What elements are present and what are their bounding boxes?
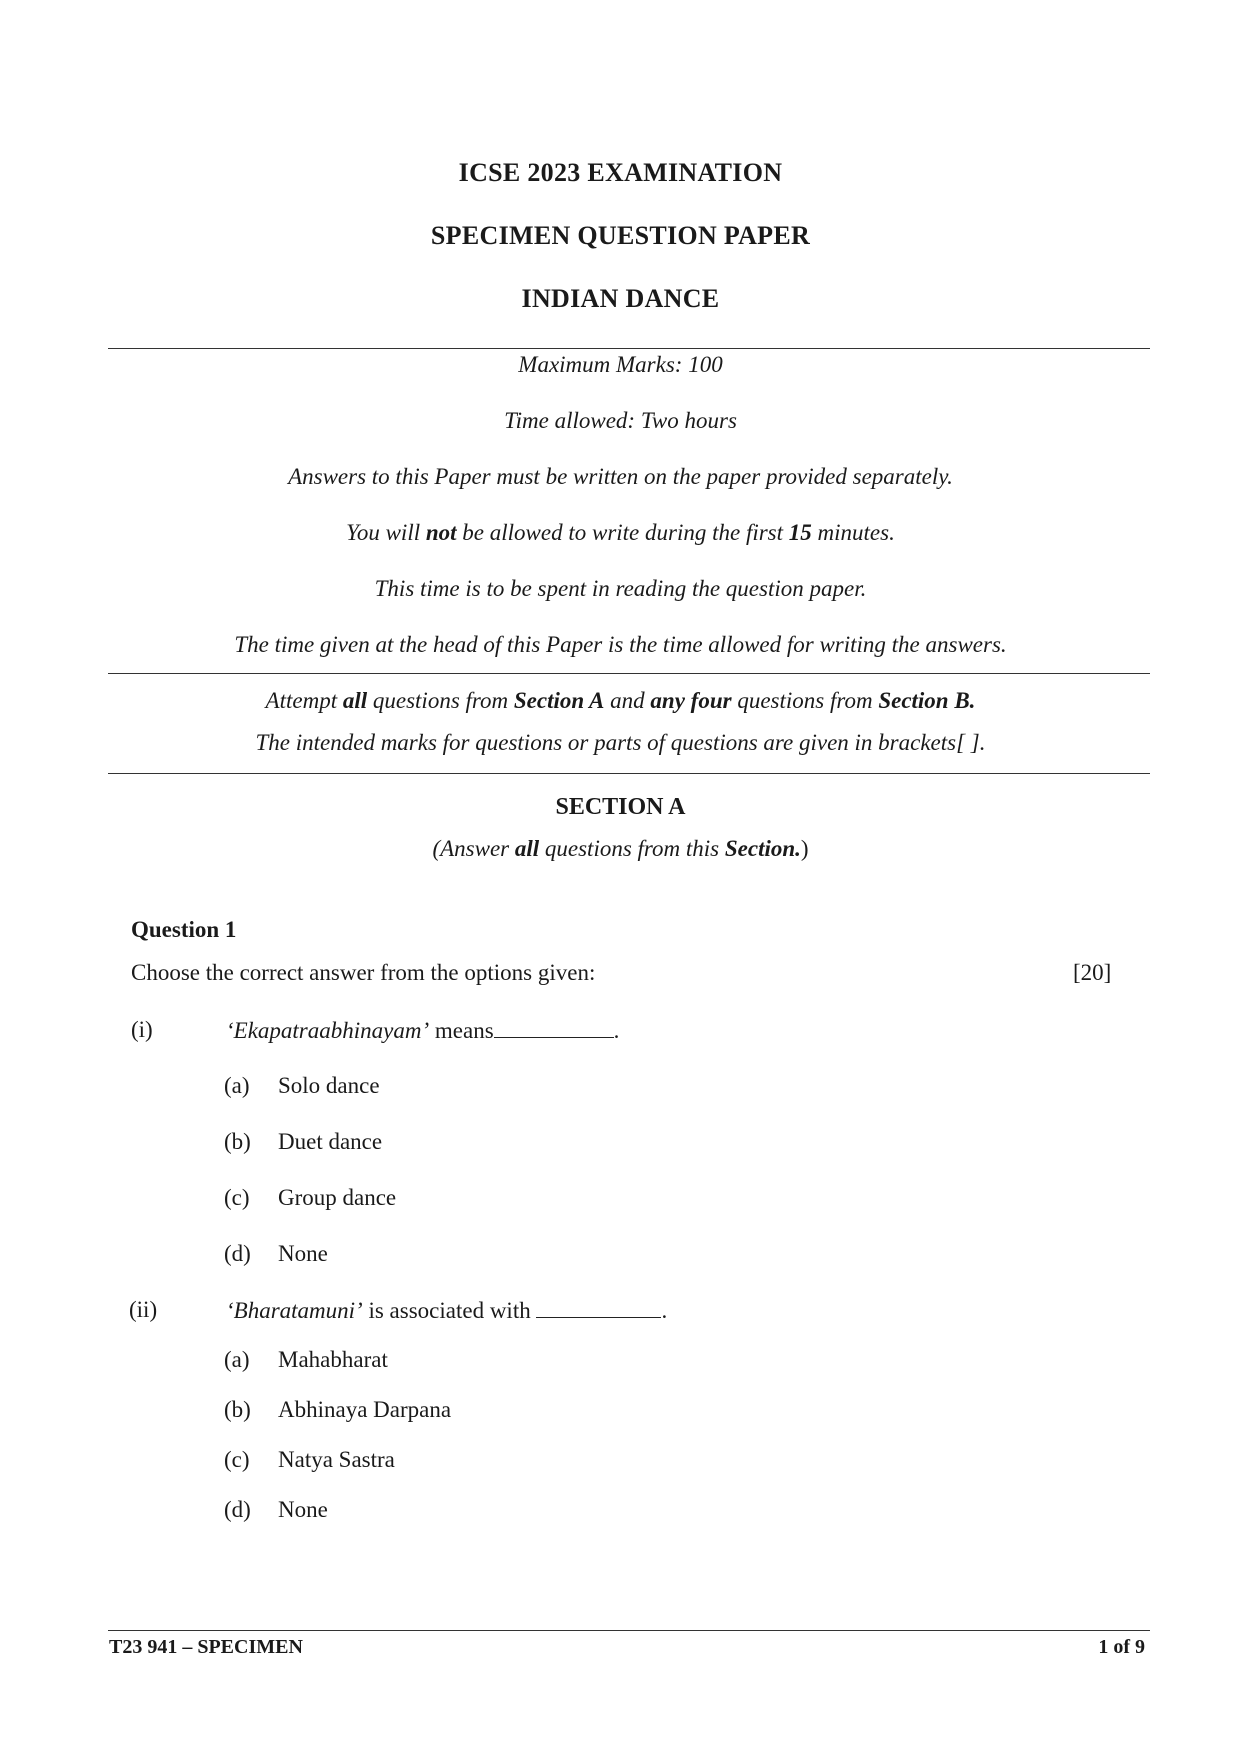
option-text: None <box>278 1241 328 1266</box>
section-subtitle <box>0 836 1241 862</box>
answer-blank <box>494 1017 614 1038</box>
part-stem <box>226 1017 619 1044</box>
reading-instruction: This time is to be spent in reading the question paper. <box>374 576 867 601</box>
subject-title: INDIAN DANCE <box>521 284 720 313</box>
text-fragment-bold: Section B. <box>878 688 976 713</box>
text-fragment-bold: not <box>425 520 457 545</box>
option-text: Solo dance <box>278 1073 380 1098</box>
section-title: SECTION A <box>555 794 686 820</box>
part-term: ‘Bharatamuni’ <box>226 1298 363 1323</box>
part-number: (i) <box>131 1017 153 1042</box>
text-fragment-bold: Section A <box>513 688 605 713</box>
text-fragment: be allowed to write during the first <box>456 520 789 545</box>
footer-divider <box>108 1630 1150 1631</box>
text-fragment: You will <box>346 520 426 545</box>
text-fragment: Attempt <box>265 688 343 713</box>
part-stem-text: means <box>429 1018 494 1043</box>
part-stem-text: is associated with <box>362 1298 537 1323</box>
marks-note: The intended marks for questions or parts of questions are given in brackets[ ]. <box>255 730 986 755</box>
option-letter: (b) <box>224 1129 251 1154</box>
paper-code: T23 941 – SPECIMEN <box>109 1636 303 1658</box>
part-number: (ii) <box>129 1297 158 1322</box>
attempt-instruction <box>0 688 1241 714</box>
text-fragment-bold: all <box>342 688 368 713</box>
option-letter: (c) <box>224 1185 250 1210</box>
text-fragment: questions from this <box>539 836 725 861</box>
question-marks: [20] <box>1073 960 1112 985</box>
answers-instruction: Answers to this Paper must be written on the paper provided separately. <box>288 464 953 489</box>
time-given-instruction: The time given at the head of this Paper is the time allowed for writing the answers. <box>234 632 1007 657</box>
answer-blank <box>536 1297 661 1318</box>
divider <box>108 348 1150 349</box>
part-term: ‘Ekapatraabhinayam’ <box>226 1018 430 1043</box>
option-text: Group dance <box>278 1185 397 1210</box>
option-letter: (c) <box>224 1447 250 1472</box>
option-letter: (d) <box>224 1497 251 1522</box>
option-letter: (a) <box>224 1073 250 1098</box>
option-text: Duet dance <box>278 1129 383 1154</box>
reading-time-instruction <box>0 520 1241 546</box>
divider <box>108 773 1150 774</box>
option-letter: (b) <box>224 1397 251 1422</box>
part-stem-end: . <box>613 1018 620 1043</box>
text-fragment-bold: 15 <box>788 520 812 545</box>
text-fragment-bold: any four <box>650 688 732 713</box>
option-text: Abhinaya Darpana <box>278 1397 452 1422</box>
text-fragment: questions from <box>731 688 879 713</box>
option-text: Mahabharat <box>278 1347 388 1372</box>
question-heading: Question 1 <box>131 917 237 942</box>
exam-title: ICSE 2023 EXAMINATION <box>458 158 783 187</box>
option-text: Natya Sastra <box>278 1447 395 1472</box>
time-allowed: Time allowed: Two hours <box>504 408 737 433</box>
part-stem-end: . <box>661 1298 668 1323</box>
max-marks: Maximum Marks: 100 <box>518 352 723 377</box>
divider <box>108 673 1150 674</box>
text-fragment: questions from <box>367 688 514 713</box>
text-fragment: ) <box>800 836 809 861</box>
text-fragment: (Answer <box>432 836 515 861</box>
option-letter: (a) <box>224 1347 250 1372</box>
text-fragment: and <box>604 688 651 713</box>
text-fragment-bold: Section. <box>724 836 801 861</box>
page-number: 1 of 9 <box>1098 1636 1145 1658</box>
text-fragment: minutes. <box>811 520 895 545</box>
text-fragment-bold: all <box>514 836 540 861</box>
paper-type: SPECIMEN QUESTION PAPER <box>430 221 811 250</box>
question-prompt: Choose the correct answer from the options given: <box>131 960 596 985</box>
option-letter: (d) <box>224 1241 251 1266</box>
part-stem <box>226 1297 667 1324</box>
option-text: None <box>278 1497 328 1522</box>
